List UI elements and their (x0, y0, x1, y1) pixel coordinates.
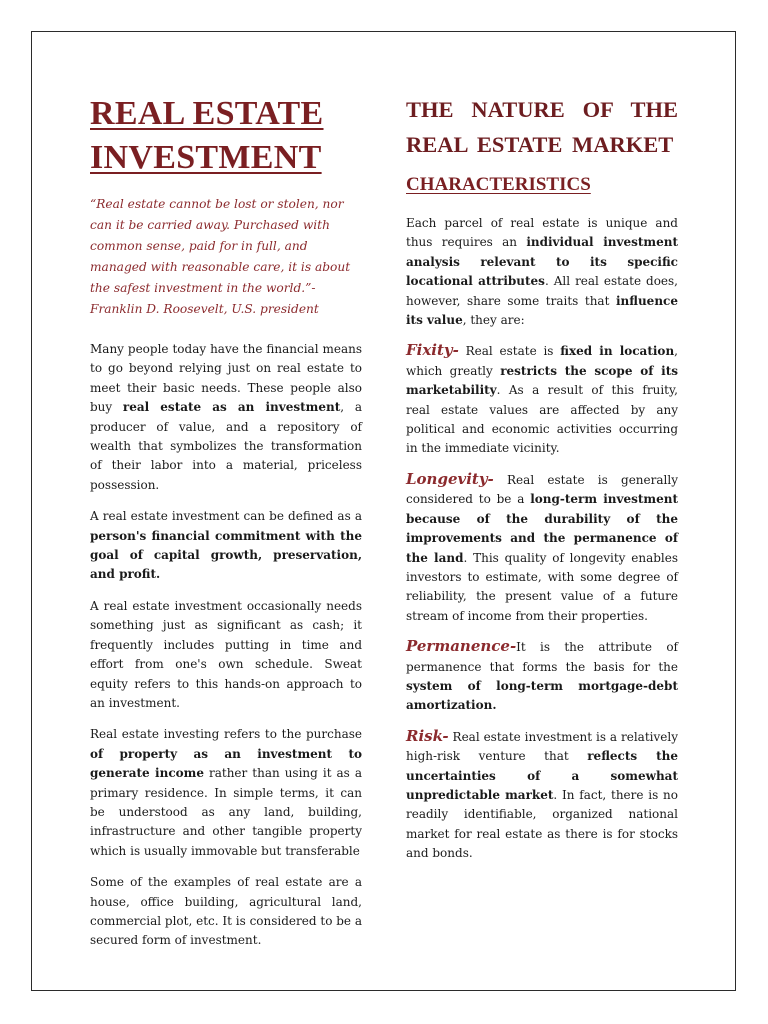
longevity-term: Longevity- (406, 469, 494, 488)
paragraph-examples: Some of the examples of real estate are a house, office building, agricultural land, commercial plot, etc. It is considered to be a secured form of investment. (90, 875, 362, 948)
roosevelt-quote: “Real estate cannot be lost or stolen, nor can it be carried away. Purchased with common sense, paid for in full, and managed with reasonable care, it is about the safest investment in the world.”- Franklin D. Roosevelt, U.S. president (90, 197, 351, 316)
permanence-paragraph: Permanence-It is the attribute of permanence that forms the basis for the system of long-term mortgage-debt amortization. (406, 637, 678, 713)
left-column (90, 92, 362, 963)
section-title: THE NATURE OF THE REAL ESTATE MARKET (406, 97, 678, 157)
main-title (90, 92, 362, 180)
paragraph-financial-means: Many people today have the financial means to go beyond relying just on real estate to meet their basic needs. These people also buy real estate as an investment, a producer of value, and a repository of wealth that symbolizes the transformation of their labor into a material, priceless possession. (90, 342, 362, 492)
fixity-term: Fixity- (406, 341, 459, 360)
longevity-paragraph: Longevity- Real estate is generally considered to be a long-term investment because of the durability of the improvements and the permanence of the land. This quality of longevity enables investors to estimate, with some degree of reliability, the present value of a future stream of income from their properties. (406, 469, 679, 623)
permanence-term: Permanence- (406, 637, 517, 656)
characteristics-heading: CHARACTERISTICS (406, 174, 591, 195)
fixity-paragraph: Fixity- Real estate is fixed in location, which greatly restricts the scope of its marketability. As a result of this fruity, real estate values are affected by any political and economic activities occurring in the immediate vicinity. (406, 341, 678, 456)
paragraph-definition: A real estate investment can be defined as a person's financial commitment with the goal of capital growth, preservation, and profit. (90, 509, 362, 582)
risk-paragraph: Risk- Real estate investment is a relatively high-risk venture that reflects the uncertainties of a somewhat unpredictable market. In fact, there is no readily identifiable, organized national market for real estate as there is for stocks and bonds. (406, 726, 679, 861)
paragraph-sweat-equity: A real estate investment occasionally needs something just as significant as cash; it frequently includes putting in time and effort from one's own schedule. Sweat equity refers to this hands-on approach to an investment. (90, 598, 362, 710)
main-title-line-1: REAL ESTATE (90, 95, 324, 132)
main-title-line-2: INVESTMENT (90, 139, 322, 176)
paragraph-investing-refers: Real estate investing refers to the purchase of property as an investment to generate income rather than using it as a primary residence. In simple terms, it can be understood as any land, building, infrastructure and other tangible property which is usually immovable but transferable (90, 727, 362, 858)
risk-term: Risk- (406, 726, 449, 745)
right-column (406, 92, 678, 875)
characteristics-intro: Each parcel of real estate is unique and thus requires an individual investment analysis relevant to its specific locational attributes. All real estate does, however, share some traits that influence its value, they are: (406, 216, 679, 328)
